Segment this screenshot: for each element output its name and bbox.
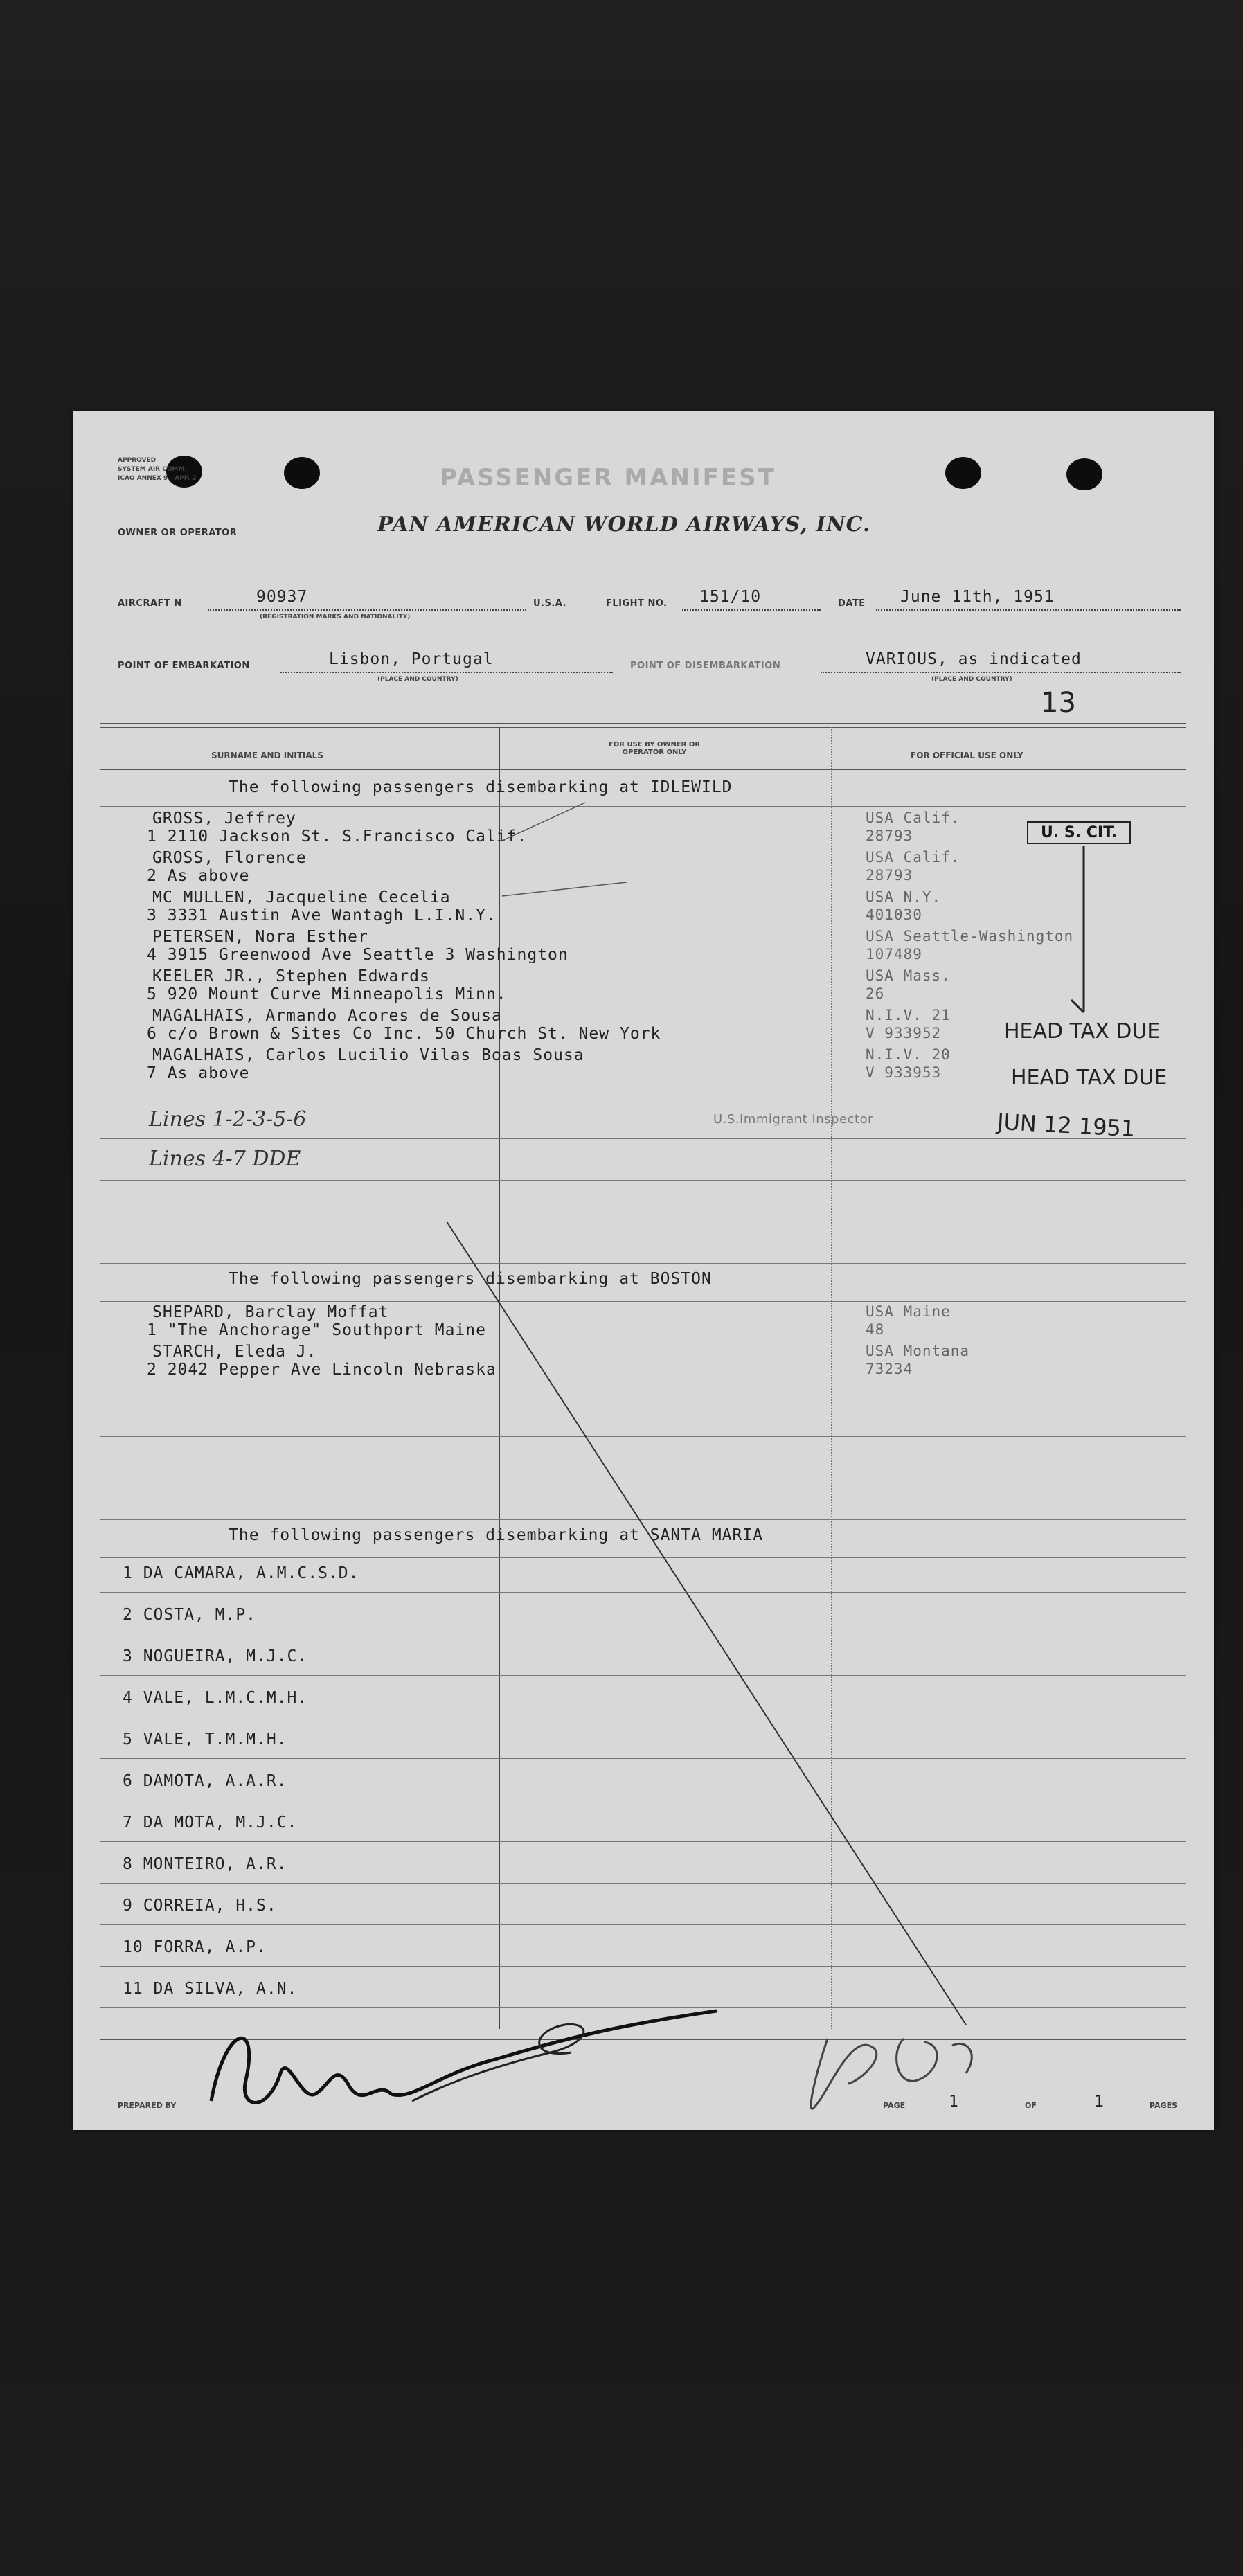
nationality: U.S.A. <box>533 598 567 609</box>
col-surname: SURNAME AND INITIALS <box>211 751 323 760</box>
official-note: USA Calif. <box>866 849 960 866</box>
passenger-name: STARCH, Eleda J. <box>152 1343 317 1361</box>
passenger-address: 1 2110 Jackson St. S.Francisco Calif. <box>147 828 528 846</box>
aircraft-value: 90937 <box>256 588 308 606</box>
official-note: USA Seattle-Washington <box>866 928 1074 945</box>
official-note: N.I.V. 21 <box>866 1007 951 1023</box>
passenger-name: MAGALHAIS, Carlos Lucilio Vilas Boas Sousa <box>152 1046 584 1064</box>
official-note: V 933953 <box>866 1064 942 1081</box>
passenger-name: KEELER JR., Stephen Edwards <box>152 967 430 985</box>
passenger-row: 10 FORRA, A.P. <box>123 1938 267 1956</box>
handwritten-note: Lines 4-7 DDE <box>149 1147 301 1171</box>
passenger-address: 7 As above <box>147 1064 250 1082</box>
date-value: June 11th, 1951 <box>900 588 1055 606</box>
passenger-address: 2 2042 Pepper Ave Lincoln Nebraska <box>147 1361 497 1379</box>
flight-value: 151/10 <box>699 588 762 606</box>
official-note: 73234 <box>866 1361 913 1377</box>
page-value: 1 <box>949 2093 959 2111</box>
official-note: USA N.Y. <box>866 888 942 905</box>
passenger-address: 1 "The Anchorage" Southport Maine <box>147 1321 486 1339</box>
official-note: USA Mass. <box>866 967 951 984</box>
passenger-row: 5 VALE, T.M.M.H. <box>123 1730 287 1748</box>
official-note: V 933952 <box>866 1025 942 1041</box>
head-tax-stamp: HEAD TAX DUE <box>1011 1066 1168 1090</box>
signature <box>204 1997 1001 2122</box>
aircraft-label: AIRCRAFT N <box>118 598 182 609</box>
owner-label: OWNER OR OPERATOR <box>118 528 238 538</box>
official-note: 28793 <box>866 828 913 844</box>
passenger-row: 9 CORREIA, H.S. <box>123 1897 277 1915</box>
official-note: 26 <box>866 985 885 1002</box>
official-note: USA Maine <box>866 1303 951 1320</box>
handwritten-note: Lines 1-2-3-5-6 <box>149 1107 307 1132</box>
disembark-label: POINT OF DISEMBARKATION <box>630 661 781 671</box>
official-note: USA Montana <box>866 1343 970 1359</box>
embark-value: Lisbon, Portugal <box>329 650 494 668</box>
passenger-address: 3 3331 Austin Ave Wantagh L.I.N.Y. <box>147 906 497 924</box>
section-heading-idlewild: The following passengers disembarking at IDLEWILD <box>229 778 733 796</box>
section-heading-boston: The following passengers disembarking at BOSTON <box>229 1270 712 1288</box>
owner-value: PAN AMERICAN WORLD AIRWAYS, INC. <box>377 512 871 537</box>
official-note: N.I.V. 20 <box>866 1046 951 1063</box>
official-note: 401030 <box>866 906 922 923</box>
passenger-address: 5 920 Mount Curve Minneapolis Minn. <box>147 985 507 1003</box>
embark-label: POINT OF EMBARKATION <box>118 661 250 671</box>
passenger-row: 11 DA SILVA, A.N. <box>123 1980 298 1998</box>
passenger-name: MC MULLEN, Jacqueline Cecelia <box>152 888 451 906</box>
passenger-name: GROSS, Florence <box>152 849 307 867</box>
passenger-name: MAGALHAIS, Armando Acores de Sousa <box>152 1007 502 1025</box>
passenger-name: GROSS, Jeffrey <box>152 810 296 828</box>
passenger-address: 6 c/o Brown & Sites Co Inc. 50 Church St. New York <box>147 1025 661 1043</box>
passenger-row: 4 VALE, L.M.C.M.H. <box>123 1689 308 1707</box>
official-note: 28793 <box>866 867 913 884</box>
section-heading-santa-maria: The following passengers disembarking at SANTA MARIA <box>229 1526 764 1544</box>
official-note: USA Calif. <box>866 810 960 826</box>
flight-label: FLIGHT NO. <box>606 598 668 609</box>
col-owner: FOR USE BY OWNER OR OPERATOR ONLY <box>608 741 701 756</box>
passenger-row: 2 COSTA, M.P. <box>123 1606 257 1624</box>
of-label: OF <box>1025 2101 1037 2110</box>
passenger-row: 6 DAMOTA, A.A.R. <box>123 1772 287 1790</box>
col-official: FOR OFFICIAL USE ONLY <box>911 751 1023 760</box>
prepared-label: PREPARED BY <box>118 2101 177 2110</box>
approval-line: ICAO ANNEX 9 - APP. 2 <box>118 475 197 482</box>
manifest-page <box>73 411 1214 2130</box>
passenger-row: 1 DA CAMARA, A.M.C.S.D. <box>123 1564 359 1582</box>
passenger-name: PETERSEN, Nora Esther <box>152 928 368 946</box>
disembark-sub: (PLACE AND COUNTRY) <box>931 676 1012 683</box>
passenger-row: 3 NOGUEIRA, M.J.C. <box>123 1647 308 1665</box>
passenger-name: SHEPARD, Barclay Moffat <box>152 1303 389 1321</box>
embark-sub: (PLACE AND COUNTRY) <box>377 676 458 683</box>
passenger-row: 8 MONTEIRO, A.R. <box>123 1855 287 1873</box>
page-label: PAGE <box>883 2101 906 2110</box>
passenger-address: 2 As above <box>147 867 250 885</box>
approval-line: SYSTEM AIR COMM. <box>118 466 187 473</box>
disembark-value: VARIOUS, as indicated <box>866 650 1082 668</box>
form-title: PASSENGER MANIFEST <box>440 464 776 492</box>
aircraft-sub: (REGISTRATION MARKS AND NATIONALITY) <box>260 614 411 620</box>
official-note: 48 <box>866 1321 885 1338</box>
of-value: 1 <box>1094 2093 1105 2111</box>
diagonal-strike <box>73 411 1214 2130</box>
passenger-address: 4 3915 Greenwood Ave Seattle 3 Washington <box>147 946 569 964</box>
official-note: 107489 <box>866 946 922 963</box>
head-tax-stamp: HEAD TAX DUE <box>1004 1019 1161 1044</box>
date-stamp: JUN 12 1951 <box>996 1108 1136 1143</box>
us-cit-stamp: U. S. CIT. <box>1027 821 1131 844</box>
approval-line: APPROVED <box>118 457 157 464</box>
inspector-stamp: U.S.Immigrant Inspector <box>713 1112 873 1127</box>
sheet-number: 13 <box>1041 687 1076 719</box>
pages-label: PAGES <box>1150 2101 1178 2110</box>
date-label: DATE <box>838 598 866 609</box>
passenger-row: 7 DA MOTA, M.J.C. <box>123 1814 298 1832</box>
